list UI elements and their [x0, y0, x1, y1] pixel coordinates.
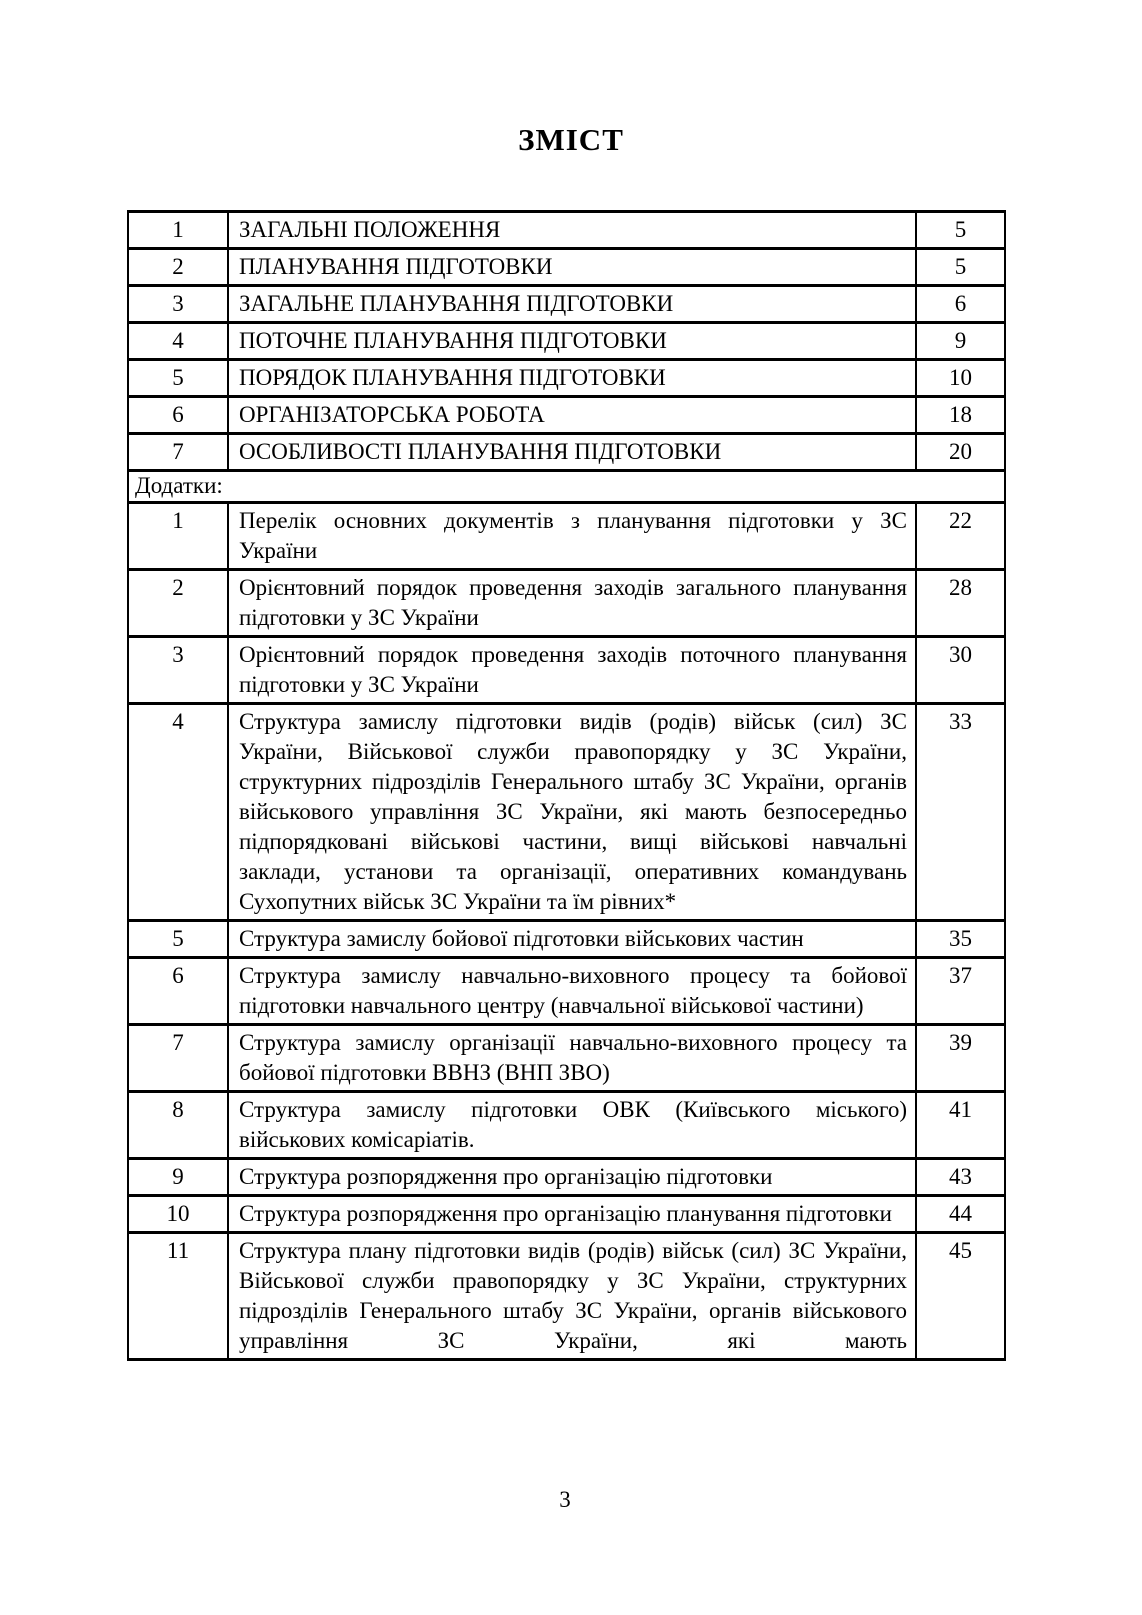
section-page-cell: 9 — [916, 323, 1005, 360]
appendix-page-cell: 28 — [916, 570, 1005, 637]
appendix-title-cell: Орієнтовний порядок проведення заходів поточного планування підготовки у ЗС України — [228, 637, 916, 704]
section-number-cell: 2 — [128, 249, 228, 286]
section-title-cell: ОРГАНІЗАТОРСЬКА РОБОТА — [228, 397, 916, 434]
appendix-number-cell: 4 — [128, 704, 228, 921]
appendix-page-cell: 30 — [916, 637, 1005, 704]
section-number-cell: 1 — [128, 212, 228, 249]
table-row — [128, 704, 1005, 921]
table-row — [128, 1025, 1005, 1092]
section-page-cell: 10 — [916, 360, 1005, 397]
appendix-page-cell: 44 — [916, 1196, 1005, 1233]
section-page-cell: 5 — [916, 249, 1005, 286]
appendix-number-cell: 8 — [128, 1092, 228, 1159]
appendices-label: Додатки: — [128, 471, 1005, 503]
appendix-page-cell: 45 — [916, 1233, 1005, 1360]
page-title: ЗМІСТ — [518, 122, 624, 157]
table-row — [128, 1159, 1005, 1196]
appendix-title-cell: Структура розпорядження про організацію підготовки — [228, 1159, 916, 1196]
section-page-cell: 6 — [916, 286, 1005, 323]
section-number-cell: 7 — [128, 434, 228, 471]
table-row — [128, 1233, 1005, 1360]
appendix-number-cell: 6 — [128, 958, 228, 1025]
section-number-cell: 3 — [128, 286, 228, 323]
appendix-number-cell: 11 — [128, 1233, 228, 1360]
section-number-cell: 4 — [128, 323, 228, 360]
appendix-title-cell: Структура замислу підготовки видів (родів) військ (сил) ЗС України, Військової служби правопорядку у ЗС України, структурних підрозділів Генерального штабу ЗС України, органів військового управління ЗС України, які мають безпосередньо підпорядковані військові частини, вищі військові навчальні заклади, установи та організації, оперативних командувань Сухопутних військ ЗС України та їм рівних* — [228, 704, 916, 921]
table-row — [128, 286, 1005, 323]
appendix-number-cell: 2 — [128, 570, 228, 637]
section-number-cell: 5 — [128, 360, 228, 397]
appendices-label-row — [128, 471, 1005, 503]
appendix-page-cell: 33 — [916, 704, 1005, 921]
table-row — [128, 958, 1005, 1025]
appendix-title-cell: Структура розпорядження про організацію планування підготовки — [228, 1196, 916, 1233]
appendix-title-cell: Орієнтовний порядок проведення заходів загального планування підготовки у ЗС України — [228, 570, 916, 637]
section-title-cell: ПОРЯДОК ПЛАНУВАННЯ ПІДГОТОВКИ — [228, 360, 916, 397]
table-row — [128, 397, 1005, 434]
appendix-title-cell: Перелік основних документів з планування підготовки у ЗС України — [228, 503, 916, 570]
table-row — [128, 1092, 1005, 1159]
appendix-number-cell: 10 — [128, 1196, 228, 1233]
section-page-cell: 18 — [916, 397, 1005, 434]
appendix-page-cell: 43 — [916, 1159, 1005, 1196]
section-page-cell: 5 — [916, 212, 1005, 249]
appendix-number-cell: 5 — [128, 921, 228, 958]
table-row — [128, 323, 1005, 360]
section-title-cell: ЗАГАЛЬНІ ПОЛОЖЕННЯ — [228, 212, 916, 249]
section-title-cell: ОСОБЛИВОСТІ ПЛАНУВАННЯ ПІДГОТОВКИ — [228, 434, 916, 471]
appendix-page-cell: 37 — [916, 958, 1005, 1025]
appendix-title-cell: Структура замислу навчально-виховного процесу та бойової підготовки навчального центру (навчальної військової частини) — [228, 958, 916, 1025]
section-title-cell: ЗАГАЛЬНЕ ПЛАНУВАННЯ ПІДГОТОВКИ — [228, 286, 916, 323]
section-title-cell: ПЛАНУВАННЯ ПІДГОТОВКИ — [228, 249, 916, 286]
appendix-number-cell: 7 — [128, 1025, 228, 1092]
table-row — [128, 921, 1005, 958]
table-row — [128, 570, 1005, 637]
appendix-title-cell: Структура замислу організації навчально-виховного процесу та бойової підготовки ВВНЗ (ВНП ЗВО) — [228, 1025, 916, 1092]
toc-table — [127, 210, 1006, 1361]
appendix-title-cell: Структура замислу підготовки ОВК (Київського міського) військових комісаріатів. — [228, 1092, 916, 1159]
table-row — [128, 212, 1005, 249]
appendix-number-cell: 9 — [128, 1159, 228, 1196]
appendix-title-cell: Структура замислу бойової підготовки військових частин — [228, 921, 916, 958]
section-number-cell: 6 — [128, 397, 228, 434]
appendix-page-cell: 35 — [916, 921, 1005, 958]
appendix-title-cell: Структура плану підготовки видів (родів) військ (сил) ЗС України, Військової служби правопорядку у ЗС України, структурних підрозділів Генерального штабу ЗС України, органів військового управління ЗС України, які мають — [228, 1233, 916, 1360]
appendix-page-cell: 22 — [916, 503, 1005, 570]
table-row — [128, 637, 1005, 704]
table-row — [128, 1196, 1005, 1233]
appendix-number-cell: 1 — [128, 503, 228, 570]
appendix-number-cell: 3 — [128, 637, 228, 704]
table-row — [128, 503, 1005, 570]
section-title-cell: ПОТОЧНЕ ПЛАНУВАННЯ ПІДГОТОВКИ — [228, 323, 916, 360]
page-footer-number: 3 — [559, 1487, 571, 1512]
table-row — [128, 360, 1005, 397]
appendix-page-cell: 39 — [916, 1025, 1005, 1092]
appendix-page-cell: 41 — [916, 1092, 1005, 1159]
section-page-cell: 20 — [916, 434, 1005, 471]
table-row — [128, 434, 1005, 471]
table-row — [128, 249, 1005, 286]
